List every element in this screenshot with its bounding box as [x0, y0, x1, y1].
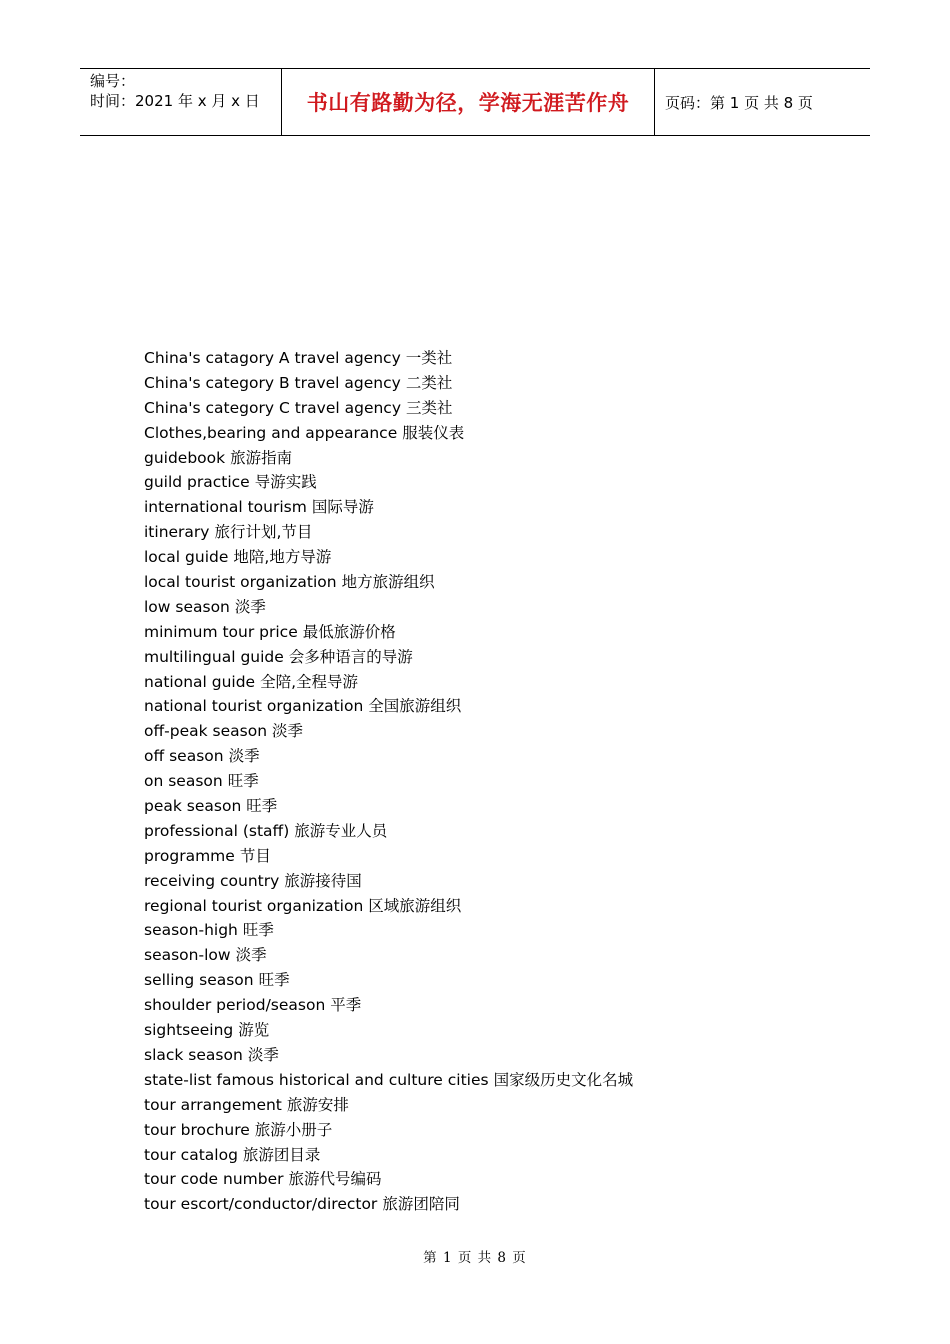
- glossary-translation: 全国旅游组织: [368, 697, 462, 716]
- header-meta-cell: [80, 69, 282, 135]
- glossary-term: multilingual guide: [144, 647, 284, 666]
- glossary-translation: 地方旅游组织: [341, 573, 435, 592]
- glossary-translation: 淡季: [247, 1045, 279, 1064]
- glossary-translation: 平季: [330, 996, 362, 1015]
- glossary-translation: 二类社: [405, 373, 453, 392]
- glossary-entry: [144, 943, 633, 968]
- glossary-translation: 旅游专业人员: [294, 821, 388, 840]
- glossary-entry: [144, 1167, 633, 1192]
- glossary-translation: 国际导游: [311, 498, 374, 517]
- glossary-term: tour code number: [144, 1170, 284, 1189]
- glossary-list: [144, 346, 633, 1217]
- glossary-translation: 旅游代号编码: [288, 1170, 382, 1189]
- glossary-term: China's category C travel agency: [144, 398, 401, 417]
- glossary-term: off-peak season: [144, 722, 268, 741]
- glossary-translation: 会多种语言的导游: [288, 647, 413, 666]
- glossary-translation: 旺季: [258, 971, 290, 990]
- glossary-entry: [144, 869, 633, 894]
- glossary-term: local tourist organization: [144, 573, 337, 592]
- glossary-term: tour catalog: [144, 1145, 238, 1164]
- glossary-entry: [144, 620, 633, 645]
- glossary-entry: [144, 1043, 633, 1068]
- glossary-entry: [144, 1018, 633, 1043]
- glossary-term: guidebook: [144, 448, 226, 467]
- glossary-entry: [144, 794, 633, 819]
- glossary-entry: [144, 769, 633, 794]
- glossary-entry: [144, 694, 633, 719]
- glossary-translation: 旺季: [246, 797, 278, 816]
- glossary-term: guild practice: [144, 473, 250, 492]
- glossary-translation: 旅游小册子: [254, 1120, 333, 1139]
- document-header: [80, 68, 870, 136]
- glossary-entry: [144, 520, 633, 545]
- glossary-translation: 旅游接待国: [284, 871, 362, 890]
- glossary-term: sightseeing: [144, 1021, 234, 1040]
- glossary-translation: 节目: [239, 846, 271, 865]
- glossary-term: season-high: [144, 921, 238, 940]
- glossary-term: tour arrangement: [144, 1095, 282, 1114]
- glossary-translation: 旺季: [242, 921, 274, 940]
- header-motto: 书山有路勤为径，学海无涯苦作舟: [282, 69, 655, 135]
- glossary-term: professional (staff): [144, 821, 290, 840]
- glossary-term: programme: [144, 846, 235, 865]
- glossary-translation: 区域旅游组织: [368, 896, 462, 915]
- glossary-entry: [144, 894, 633, 919]
- glossary-entry: [144, 371, 633, 396]
- glossary-term: national guide: [144, 672, 256, 691]
- glossary-term: tour escort/conductor/director: [144, 1195, 378, 1214]
- glossary-translation: 淡季: [235, 946, 267, 965]
- glossary-term: shoulder period/season: [144, 996, 326, 1015]
- glossary-translation: 旺季: [227, 772, 259, 791]
- glossary-term: off season: [144, 747, 224, 766]
- glossary-entry: [144, 495, 633, 520]
- glossary-entry: [144, 1068, 633, 1093]
- glossary-entry: [144, 570, 633, 595]
- document-number-label: 编号：: [90, 72, 136, 90]
- glossary-entry: [144, 396, 633, 421]
- glossary-entry: [144, 346, 633, 371]
- glossary-entry: [144, 1143, 633, 1168]
- glossary-translation: 游览: [238, 1021, 270, 1040]
- glossary-term: state-list famous historical and culture cities: [144, 1070, 489, 1089]
- glossary-entry: [144, 595, 633, 620]
- glossary-term: itinerary: [144, 523, 210, 542]
- glossary-entry: [144, 968, 633, 993]
- glossary-translation: 导游实践: [254, 473, 317, 492]
- glossary-translation: 旅游团陪同: [382, 1195, 460, 1214]
- glossary-entry: [144, 1192, 633, 1217]
- glossary-translation: 淡季: [272, 722, 304, 741]
- glossary-translation: 一类社: [405, 349, 453, 367]
- glossary-term: regional tourist organization: [144, 896, 364, 915]
- glossary-term: season-low: [144, 946, 231, 965]
- glossary-translation: 旅行计划,节目: [214, 523, 313, 542]
- glossary-translation: 淡季: [234, 597, 266, 616]
- glossary-translation: 三类社: [406, 398, 453, 417]
- glossary-term: minimum tour price: [144, 622, 298, 641]
- glossary-term: selling season: [144, 971, 254, 990]
- glossary-entry: [144, 744, 633, 769]
- glossary-term: peak season: [144, 797, 242, 816]
- glossary-translation: 淡季: [228, 747, 260, 766]
- glossary-translation: 国家级历史文化名城: [493, 1070, 634, 1089]
- header-page-info: 页码：第 1 页 共 8 页: [665, 93, 813, 112]
- glossary-entry: [144, 819, 633, 844]
- glossary-term: Clothes,bearing and appearance: [144, 423, 398, 442]
- glossary-entry: [144, 719, 633, 744]
- glossary-term: low season: [144, 597, 230, 616]
- glossary-entry: [144, 421, 633, 446]
- glossary-translation: 旅游指南: [230, 448, 293, 467]
- glossary-term: China's category B travel agency: [144, 373, 401, 392]
- glossary-entry: [144, 844, 633, 869]
- glossary-translation: 全陪,全程导游: [260, 672, 359, 691]
- glossary-term: on season: [144, 772, 223, 791]
- glossary-entry: [144, 1118, 633, 1143]
- glossary-translation: 地陪,地方导游: [233, 548, 332, 567]
- glossary-entry: [144, 446, 633, 471]
- glossary-entry: [144, 645, 633, 670]
- glossary-term: China's catagory A travel agency: [144, 349, 401, 367]
- glossary-translation: 旅游安排: [286, 1095, 349, 1114]
- glossary-term: tour brochure: [144, 1120, 250, 1139]
- glossary-translation: 旅游团目录: [242, 1145, 321, 1164]
- glossary-entry: [144, 470, 633, 495]
- glossary-entry: [144, 918, 633, 943]
- glossary-entry: [144, 993, 633, 1018]
- glossary-term: international tourism: [144, 498, 307, 517]
- glossary-term: slack season: [144, 1045, 243, 1064]
- glossary-entry: [144, 670, 633, 695]
- glossary-translation: 最低旅游价格: [302, 622, 396, 641]
- glossary-term: local guide: [144, 548, 229, 567]
- glossary-entry: [144, 1093, 633, 1118]
- document-date: 时间：2021 年 x 月 x 日: [90, 92, 260, 110]
- glossary-term: national tourist organization: [144, 697, 364, 716]
- page-footer: 第 1 页 共 8 页: [423, 1250, 527, 1266]
- glossary-translation: 服装仪表: [402, 423, 465, 442]
- glossary-entry: [144, 545, 633, 570]
- glossary-term: receiving country: [144, 871, 280, 890]
